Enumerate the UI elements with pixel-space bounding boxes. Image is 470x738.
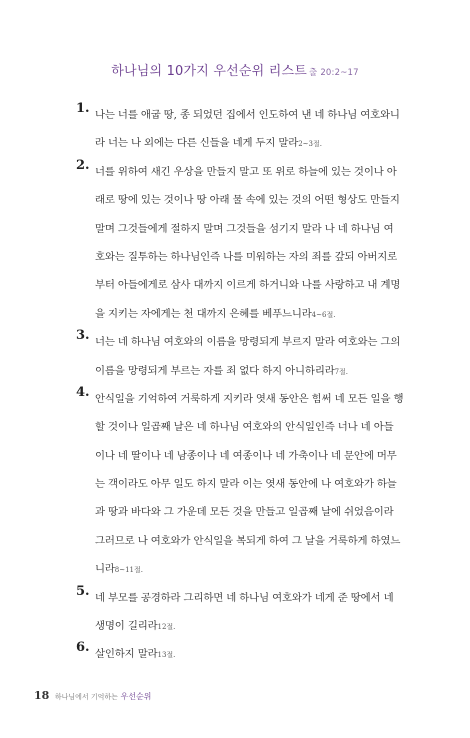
commandment-number: 4. xyxy=(76,384,90,400)
commandment-number: 2. xyxy=(76,157,90,173)
commandment-number: 1. xyxy=(76,101,90,116)
commandment-line-text: 과 땅과 바다와 그 가운데 모든 것을 만들고 일곱째 날에 쉬었음이라 xyxy=(95,506,394,519)
commandment-item xyxy=(76,101,416,158)
commandment-item xyxy=(76,640,416,668)
commandment-line xyxy=(95,584,416,612)
commandment-line-text: 는 객이라도 아무 일도 하지 말라 이는 엿새 동안에 나 여호와가 하늘 xyxy=(95,478,397,491)
commandment-line-text: 말며 그것들에게 절하지 말며 그것들을 섬기지 말라 나 네 하나님 여 xyxy=(95,222,394,235)
commandment-line-text: 니라 xyxy=(95,563,115,576)
commandment-list xyxy=(76,101,416,669)
commandment-line-text: 라 너는 나 외에는 다른 신들을 네게 두지 말라 xyxy=(95,137,299,150)
commandment-line-text: 이름을 망령되게 부르는 자를 죄 없다 하지 아니하리라 xyxy=(95,364,335,377)
commandment-number: 6. xyxy=(76,640,90,656)
commandment-line-text: 호와는 질투하는 하나님인즉 나를 미워하는 자의 죄를 갚되 아버지로 xyxy=(95,250,398,263)
commandment-line xyxy=(95,300,416,328)
verse-ref: 12절. xyxy=(157,623,176,632)
commandment-line-text: 생명이 길리라 xyxy=(95,620,158,633)
commandment-line xyxy=(95,612,416,640)
commandment-line-text: 살인하지 말라 xyxy=(95,648,158,661)
title-scripture-ref: 출 20:2~17 xyxy=(309,68,359,78)
commandment-line xyxy=(95,640,416,668)
commandment-line xyxy=(95,243,416,271)
commandment-line xyxy=(95,101,416,129)
commandment-line xyxy=(95,442,416,470)
commandment-line-text: 할 것이나 일곱째 날은 네 하나님 여호와의 안식일인즉 너나 네 아들 xyxy=(95,421,394,434)
commandment-line xyxy=(95,470,416,498)
footer-book-prefix: 하나님에서 기억하는 xyxy=(54,693,118,701)
commandment-line-text: 너는 네 하나님 여호와의 이름을 망령되게 부르지 말라 여호와는 그의 xyxy=(95,336,401,349)
commandment-line xyxy=(95,158,416,186)
page-number: 18 xyxy=(34,689,50,702)
commandment-item xyxy=(76,328,416,385)
commandment-line xyxy=(95,413,416,441)
commandment-line-text: 부터 아들에게로 삼사 대까지 이르게 하거니와 나를 사랑하고 내 계명 xyxy=(95,279,401,292)
footer-book-accent: 우선순위 xyxy=(120,692,152,701)
commandment-line xyxy=(95,129,416,157)
title-text: 하나님의 10가지 우선순위 리스트 xyxy=(111,64,308,79)
commandment-item xyxy=(76,158,416,328)
commandment-line xyxy=(95,186,416,214)
page-footer xyxy=(34,689,151,702)
commandment-line-text: 그러므로 나 여호와가 안식일을 복되게 하여 그 날을 거룩하게 하였느 xyxy=(95,534,401,547)
page-title xyxy=(0,60,470,79)
commandment-number: 3. xyxy=(76,328,90,344)
commandment-line-text: 네 부모를 공경하라 그리하면 네 하나님 여호와가 네게 준 땅에서 네 xyxy=(95,591,394,604)
commandment-line xyxy=(95,498,416,526)
commandment-line xyxy=(95,215,416,243)
commandment-line xyxy=(95,385,416,413)
commandment-line xyxy=(95,328,416,356)
verse-ref: 8~11절. xyxy=(114,566,143,575)
commandment-line-text: 이나 네 딸이나 네 남종이나 네 여종이나 네 가축이나 네 문안에 머무 xyxy=(95,449,397,462)
commandment-line-text: 너를 위하여 새긴 우상을 만들지 말고 또 위로 하늘에 있는 것이나 아 xyxy=(95,165,397,178)
commandment-line xyxy=(95,357,416,385)
verse-ref: 7절. xyxy=(334,367,349,376)
verse-ref: 2~3절. xyxy=(298,140,322,149)
commandment-item xyxy=(76,385,416,584)
commandment-item xyxy=(76,584,416,641)
commandment-line xyxy=(95,527,416,555)
verse-ref: 4~6절. xyxy=(311,310,336,319)
commandment-line-text: 안식일을 기억하여 거룩하게 지키라 엿새 동안은 힘써 네 모든 일을 행 xyxy=(95,392,404,405)
commandment-line-text: 을 지키는 자에게는 천 대까지 은혜를 베푸느니라 xyxy=(95,307,312,320)
verse-ref: 13절. xyxy=(157,651,176,660)
commandment-line-text: 래로 땅에 있는 것이나 땅 아래 물 속에 있는 것의 어떤 형상도 만들지 xyxy=(95,194,400,207)
commandment-line xyxy=(95,555,416,583)
commandment-line-text: 나는 너를 애굽 땅, 종 되었던 집에서 인도하여 낸 네 하나님 여호와니 xyxy=(95,109,400,121)
commandment-line xyxy=(95,271,416,299)
commandment-number: 5. xyxy=(76,583,90,599)
